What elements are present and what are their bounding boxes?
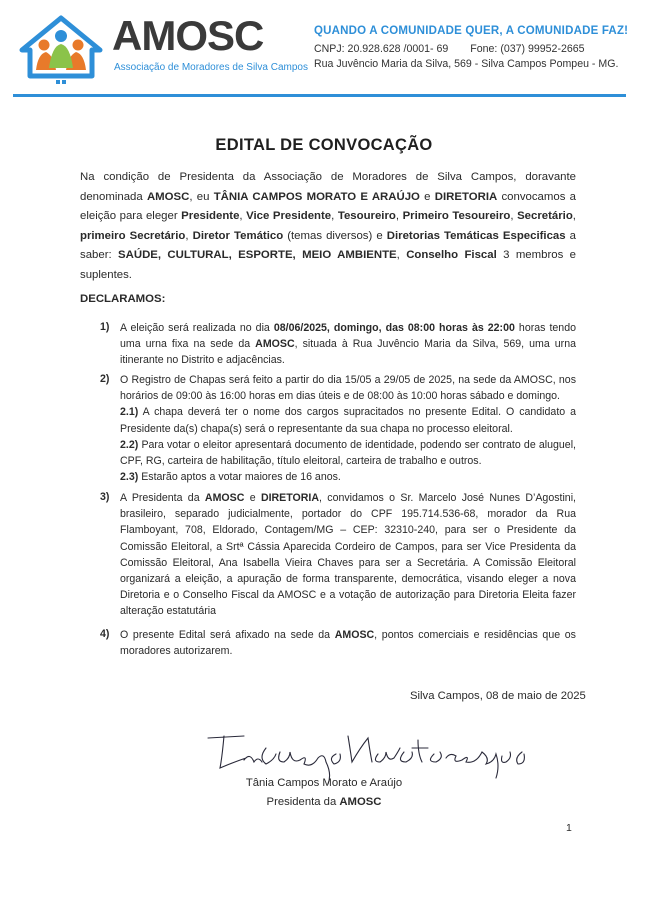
phone: Fone: (037) 99952-2665	[470, 43, 585, 55]
item-1-number: 1)	[100, 321, 110, 333]
brand-subtitle: Associação de Moradores de Silva Campos	[114, 62, 308, 73]
header-divider	[13, 94, 626, 97]
contact-info	[314, 42, 618, 72]
slogan: QUANDO A COMUNIDADE QUER, A COMUNIDADE FAZ!	[314, 25, 629, 37]
signatory-name: Tânia Campos Morato e Araújo	[245, 777, 403, 789]
item-3-number: 3)	[100, 491, 110, 503]
amosc-logo-icon	[16, 12, 106, 86]
declaramos-heading: DECLARAMOS:	[80, 293, 166, 305]
cnpj: CNPJ: 20.928.628 /0001- 69	[314, 43, 449, 55]
item-1-text: A eleição será realizada no dia 08/06/2025, domingo, das 08:00 horas às 22:00 horas tendo uma urna fixa na sede da AMOSC, situada à Rua Juvêncio Maria da Silva, 569, uma urna itinerante no Distrito e adjacências.	[120, 322, 576, 367]
item-3-text: A Presidenta da AMOSC e DIRETORIA, convidamos o Sr. Marcelo José Nunes D’Agostini, brasileiro, separado judicialmente, portador do CPF 195.714.536-68, morador da Rua Flamboyant, 708, Eldorado, Contagem/MG – CEP: 32310-240, para ser o Presidente da Comissão Eleitoral, a Srtª Cássia Aparecida Cordeiro de Campos, para ser Vice Presidenta da Comissão Eleitoral, Ana Isabella Vieira Chaves para ser a Secretária. A Comissão Eleitoral organizará a eleição, a apuração de forma transparente, democrática, visando eleger a nova Diretoria e o Conselho Fiscal da AMOSC e a votação de autorização para Diretoria Eleita fazer alteração estatutária	[120, 492, 576, 618]
item-4-text: O presente Edital será afixado na sede da AMOSC, pontos comerciais e residências que os moradores autorizarem.	[120, 629, 576, 658]
date-line: Silva Campos, 08 de maio de 2025	[410, 690, 586, 702]
address: Rua Juvêncio Maria da Silva, 569 - Silva Campos Pompeu - MG.	[314, 58, 619, 70]
item-2-text: O Registro de Chapas será feito a partir do dia 15/05 a 29/05 de 2025, na sede da AMOSC, nos horários de 09:00 às 16:00 horas em dias úteis e de 08:00 às 10:00 horas sábado e domingo. 2.1) A chapa deverá ter o nome dos cargos supracitados no presente Edital. O candidato a Presidente da(s) chapa(s) será o representante da sua chapa no processo eleitoral. 2.2) Para votar o eleitor apresentará documento de identidade, podendo ser contrato de aluguel, CPF, RG, carteira de habilitação, título eleitoral, carteira de trabalho e outros. 2.3) Estarão aptos a votar maiores de 16 anos.	[120, 374, 576, 484]
page-number: 1	[566, 822, 572, 834]
signatory-role: Presidenta da AMOSC	[266, 796, 382, 808]
document-title: EDITAL DE CONVOCAÇÃO	[215, 136, 433, 154]
item-4-number: 4)	[100, 628, 110, 640]
item-2-number: 2)	[100, 373, 110, 385]
intro-paragraph: Na condição de Presidenta da Associação de Moradores de Silva Campos, doravante denominada AMOSC, eu TÂNIA CAMPOS MORATO E ARAÚJO e DIRETORIA convocamos a eleição para eleger Presidente, Vice Presidente, Tesoureiro, Primeiro Tesoureiro, Secretário, primeiro Secretário, Diretor Temático (temas diversos) e Diretorias Temáticas Especificas a saber: SAÚDE, CULTURAL, ESPORTE, MEIO AMBIENTE, Conselho Fiscal 3 membros e suplentes.	[80, 171, 577, 281]
brand-name: AMOSC	[112, 12, 264, 59]
